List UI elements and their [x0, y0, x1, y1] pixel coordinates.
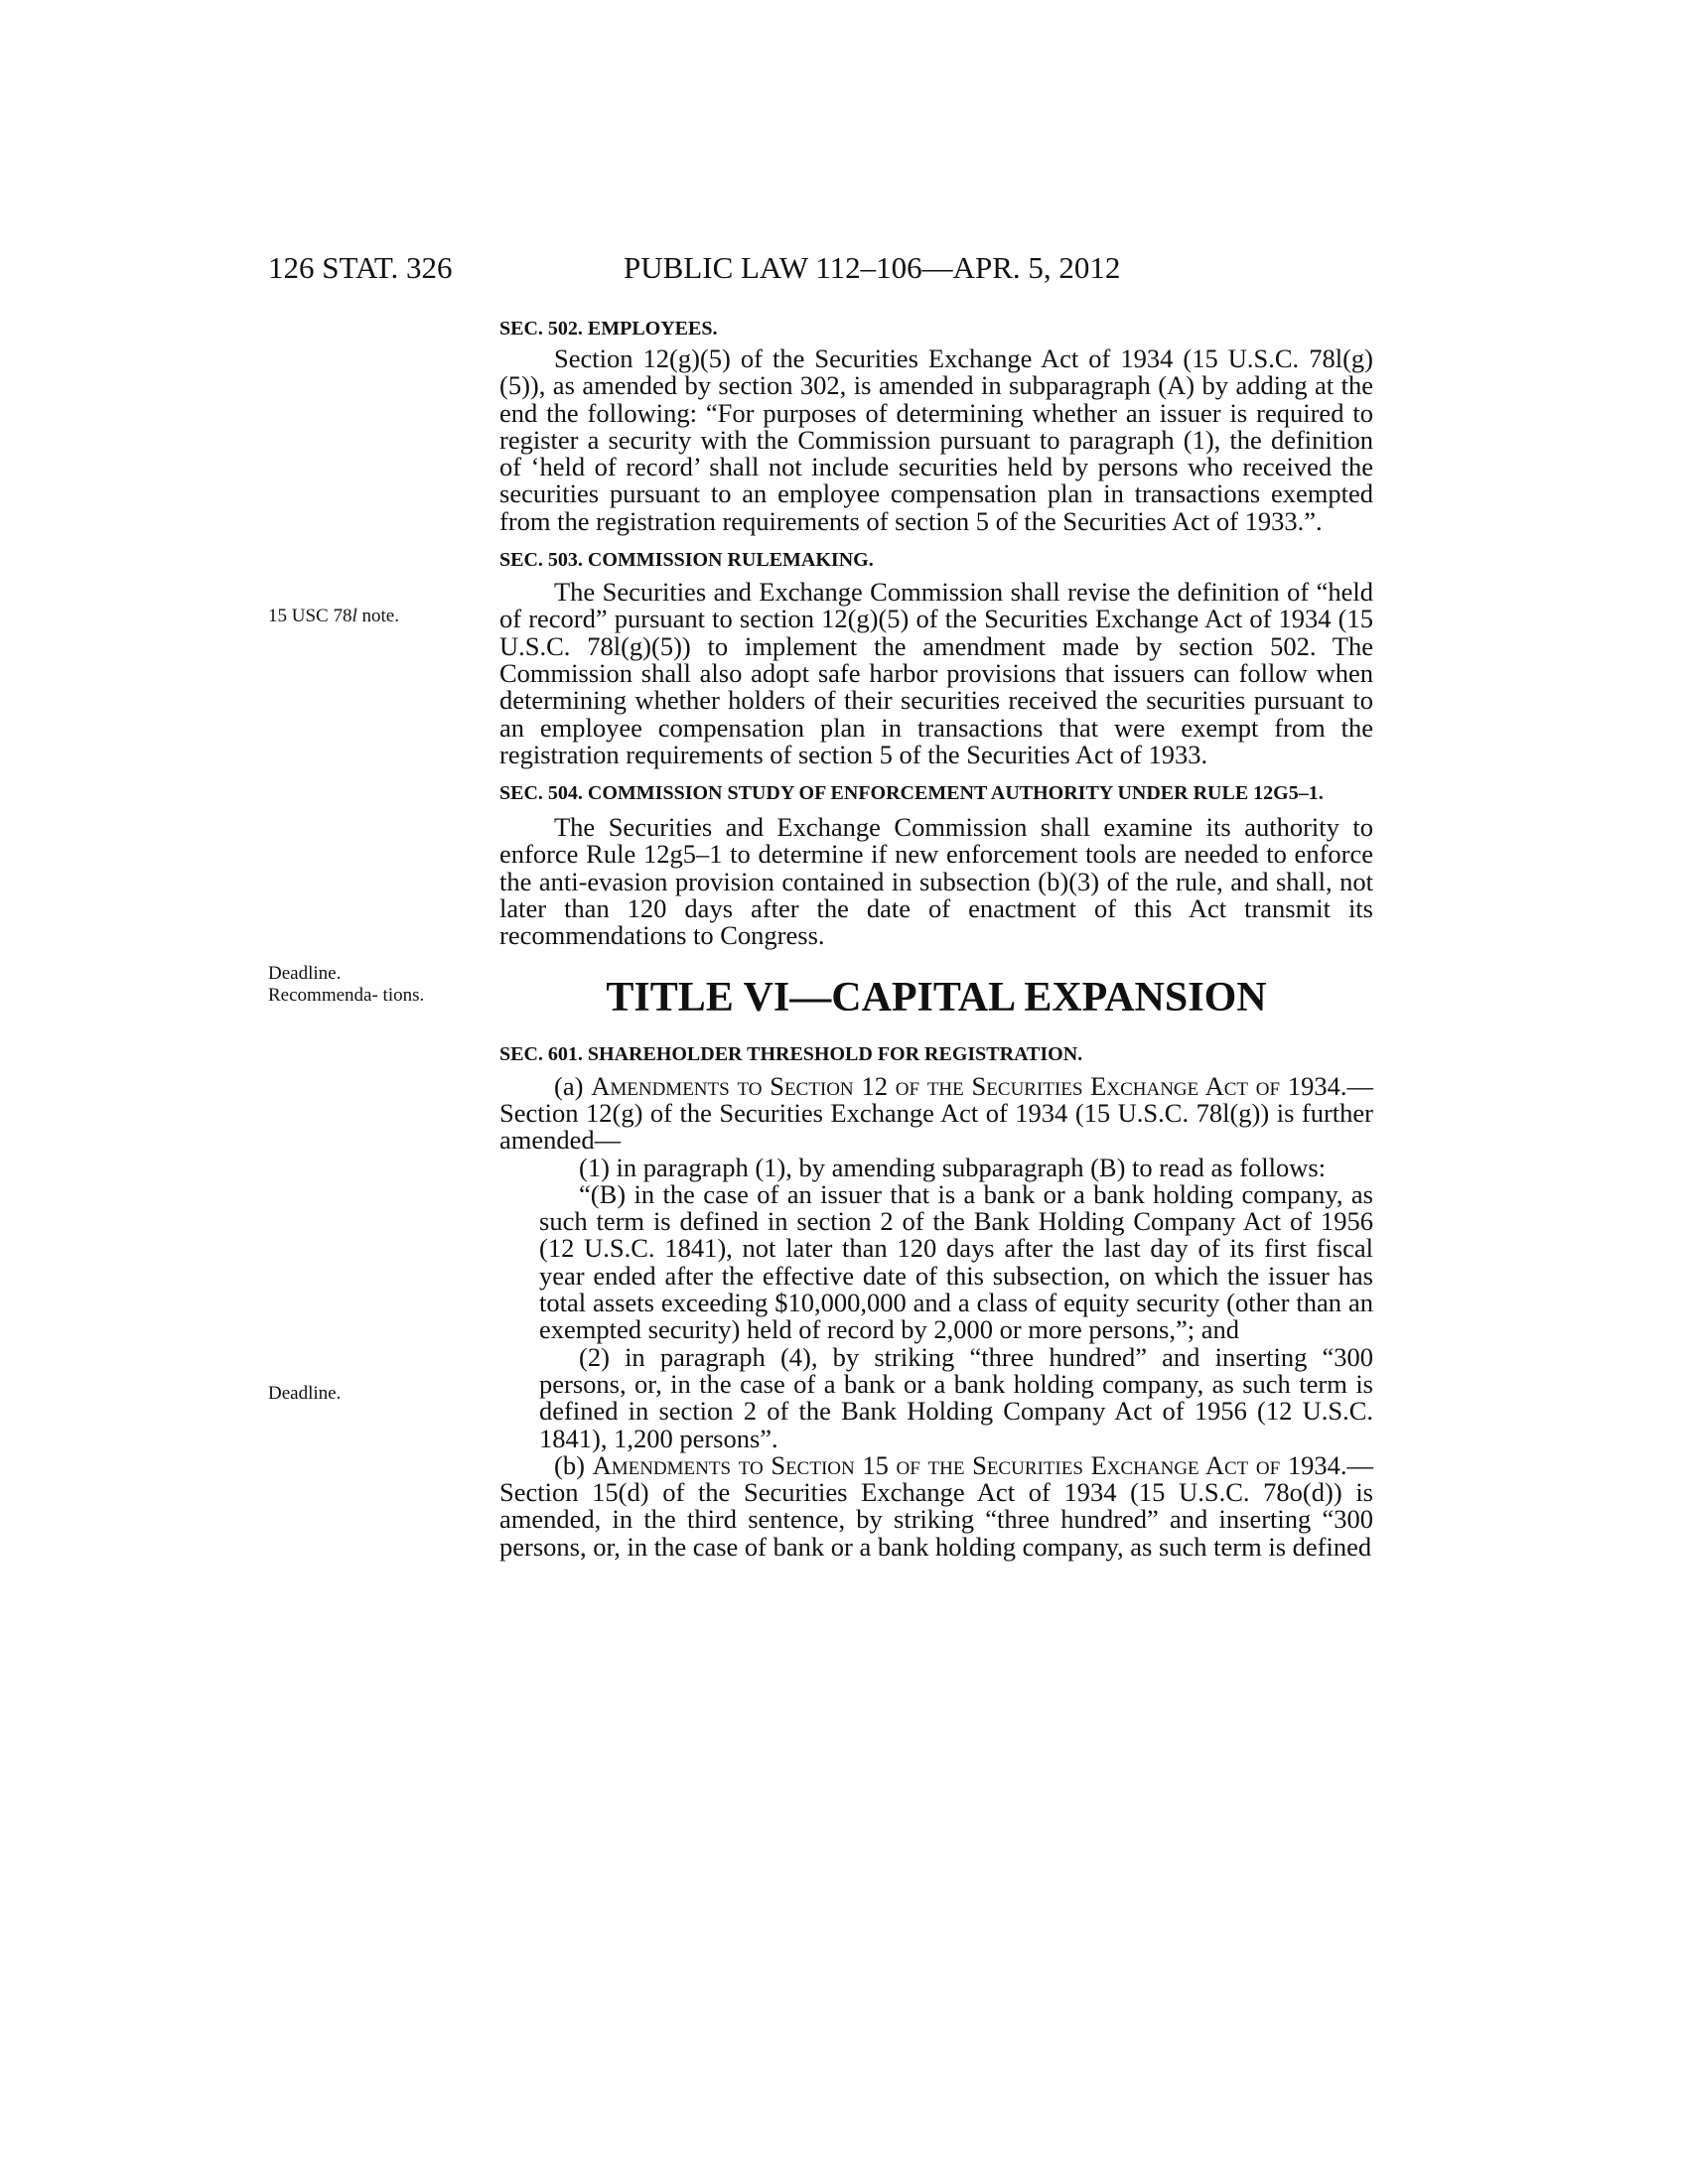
- margin-note-deadline: Deadline.: [268, 1383, 342, 1404]
- section-601-heading: SEC. 601. SHAREHOLDER THRESHOLD FOR REGISTRATION.: [499, 1042, 1083, 1065]
- paragraph-2: (2) in paragraph (4), by striking “three hundred” and inserting “300 persons, or, in the case of a bank or a bank holding company, as such term is defined in section 2 of the Bank Holding Company Act of 1956 (12 U.S.C. 1841), 1,200 persons”.: [539, 1341, 1373, 1453]
- title-vi-heading: TITLE VI—CAPITAL EXPANSION: [606, 974, 1267, 1021]
- subparagraph-b: “(B) in the case of an issuer that is a bank or a bank holding company, as such term is defined in section 2 of the Bank Holding Company Act of 1956 (12 U.S.C. 1841), not later than 120 days after the last day of its first fiscal year ended after the effective date of this subsection, on which the issuer has total assets exceeding $10,000,000 and a class of equity security (other than an exempted security) held of record by 2,000 or more persons,”; and: [539, 1178, 1373, 1345]
- statute-page-number: 126 STAT. 326: [268, 250, 453, 285]
- public-law-citation: PUBLIC LAW 112–106—APR. 5, 2012: [624, 250, 1121, 285]
- paragraph-1: (1) in paragraph (1), by amending subparagraph (B) to read as follows:: [579, 1152, 1327, 1182]
- subsection-a: (a) Amendments to Section 12 of the Securities Exchange Act of 1934.—Section 12(g) of the Securities Exchange Act of 1934 (15 U.S.C. 78l(g)) is further amended—: [499, 1070, 1373, 1156]
- page-header: [268, 248, 1201, 288]
- main-text-column: [499, 316, 1373, 1561]
- section-502-heading: SEC. 502. EMPLOYEES.: [499, 318, 718, 340]
- section-504-heading: SEC. 504. COMMISSION STUDY OF ENFORCEMENT AUTHORITY UNDER RULE 12G5–1.: [499, 782, 1324, 805]
- section-503-text: The Securities and Exchange Commission shall revise the definition of “held of record” pursuant to section 12(g)(5) of the Securities Exchange Act of 1934 (15 U.S.C. 78l(g)(5)) to implement the amendment made by section 502. The Commission shall also adopt safe harbor provisions that issuers can follow when determining whether holders of their securities received the securities pursuant to an employee compensation plan in transactions that were exempt from the registration requirements of section 5 of the Securities Act of 1933.: [499, 577, 1373, 769]
- section-504-text: The Securities and Exchange Commission shall examine its authority to enforce Rule 12g5–1 to determine if new enforcement tools are needed to enforce the anti-evasion provision contained in subsection (b)(3) of the rule, and shall, not later than 120 days after the date of enactment of this Act transmit its recommendations to Congress.: [499, 812, 1373, 951]
- section-503-heading: SEC. 503. COMMISSION RULEMAKING.: [499, 549, 874, 572]
- margin-note-deadline-recommendations: Deadline. Recommenda- tions.: [268, 963, 425, 1006]
- margin-note-usc: 15 USC 78l note.: [268, 606, 399, 626]
- section-502-text: Section 12(g)(5) of the Securities Exchange Act of 1934 (15 U.S.C. 78l(g)(5)), as amended by section 302, is amended in subparagraph (A) by adding at the end the following: “For purposes of determining whether an issuer is required to register a security with the Commission pursuant to paragraph (1), the definition of ‘held of record’ shall not include securities held by persons who received the securities pursuant to an employee compensation plan in transactions exempted from the registration requirements of section 5 of the Securities Act of 1933.”.: [499, 343, 1373, 536]
- subsection-b: (b) Amendments to Section 15 of the Securities Exchange Act of 1934.—Section 15(d) of the Securities Exchange Act of 1934 (15 U.S.C. 78o(d)) is amended, in the third sentence, by striking “three hundred” and inserting “300 persons, or, in the case of bank or a bank holding company, as such term is defined: [499, 1449, 1373, 1562]
